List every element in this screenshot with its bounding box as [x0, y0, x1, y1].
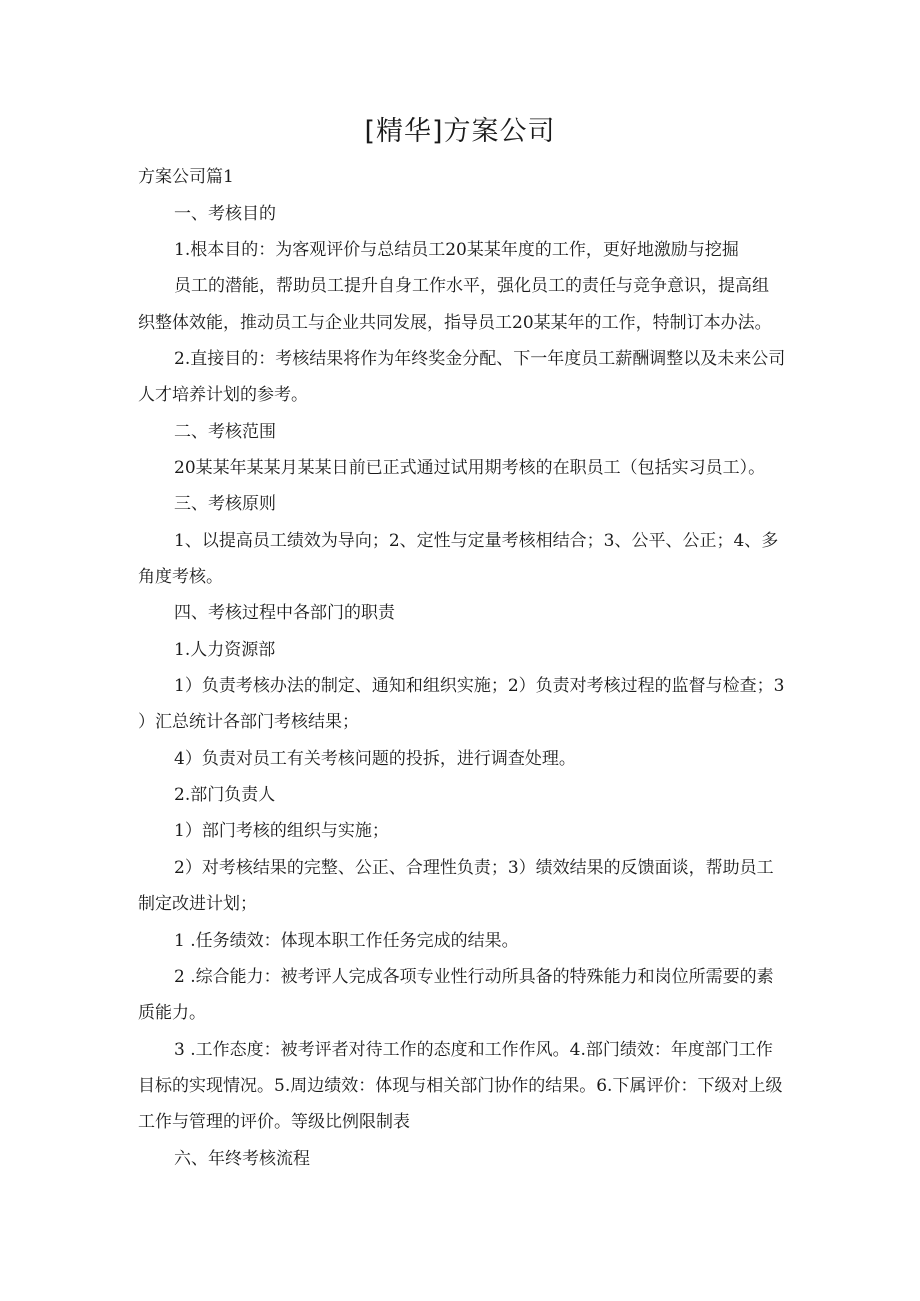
heading-scope: 二、考核范围	[174, 422, 276, 442]
paragraph-line: 质能力。	[138, 1003, 206, 1023]
paragraph-line: 工作与管理的评价。等级比例限制表	[138, 1112, 410, 1132]
paragraph-line: 4）负责对员工有关考核问题的投拆，进行调查处理。	[174, 749, 576, 769]
subheading-dept-head: 2.部门负责人	[174, 785, 276, 805]
heading-year-end-process: 六、年终考核流程	[174, 1149, 310, 1169]
list-item: 1 .任务绩效：体现本职工作任务完成的结果。	[174, 931, 519, 951]
paragraph-line: 1、以提高员工绩效为导向；2、定性与定量考核相结合；3、公平、公正；4、多	[174, 531, 779, 551]
subheading-hr: 1.人力资源部	[174, 640, 276, 660]
list-item: 2 .综合能力：被考评人完成各项专业性行动所具备的特殊能力和岗位所需要的素	[174, 967, 774, 987]
list-item: 3 .工作态度：被考评者对待工作的态度和工作作风。4.部门绩效：年度部门工作	[174, 1040, 773, 1060]
heading-principles: 三、考核原则	[174, 494, 276, 514]
paragraph-line: 角度考核。	[138, 567, 223, 587]
document-title: [精华]方案公司	[364, 116, 556, 147]
paragraph-line: 目标的实现情况。5.周边绩效：体现与相关部门协作的结果。6.下属评价：下级对上级	[138, 1076, 783, 1096]
paragraph-line: 制定改进计划；	[138, 894, 257, 914]
paragraph-line: 1）部门考核的组织与实施；	[174, 821, 389, 841]
section-subtitle: 方案公司篇1	[138, 167, 234, 187]
heading-responsibilities: 四、考核过程中各部门的职责	[174, 603, 395, 623]
paragraph-line: 员工的潜能，帮助员工提升自身工作水平，强化员工的责任与竞争意识，提高组	[174, 276, 769, 296]
paragraph-line: 2.直接目的：考核结果将作为年终奖金分配、下一年度员工薪酬调整以及未来公司	[174, 349, 786, 369]
paragraph-line: 人才培养计划的参考。	[138, 385, 308, 405]
paragraph-line: 2）对考核结果的完整、公正、合理性负责；3）绩效结果的反馈面谈，帮助员工	[174, 858, 774, 878]
paragraph-line: 织整体效能，推动员工与企业共同发展，指导员工20某某年的工作，特制订本办法。	[138, 313, 772, 333]
paragraph-line: 1.根本目的：为客观评价与总结员工20某某年度的工作，更好地激励与挖掘	[174, 240, 739, 260]
paragraph-line: ）汇总统计各部门考核结果；	[138, 712, 359, 732]
paragraph-line: 1）负责考核办法的制定、通知和组织实施；2）负责对考核过程的监督与检查；3	[174, 676, 785, 696]
heading-purpose: 一、考核目的	[174, 204, 276, 224]
paragraph-line: 20某某年某某月某某日前已正式通过试用期考核的在职员工（包括实习员工）。	[174, 458, 766, 478]
